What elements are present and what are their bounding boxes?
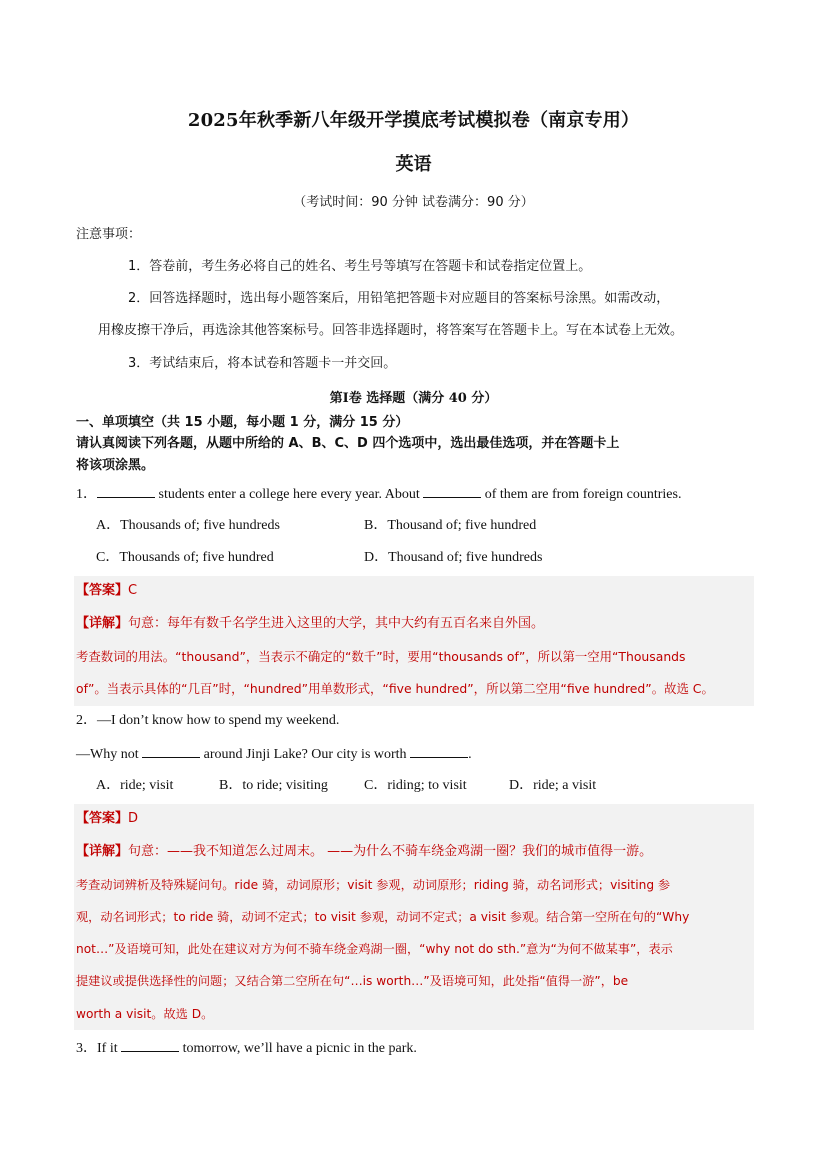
- answer-blank: [121, 1039, 179, 1052]
- question-1-detail-1: [76, 615, 544, 633]
- question-1-detail-2: 考查数词的用法。“thousand”，当表示不确定的“数千”时，要用“thousands of”，所以第一空用“Thousands: [76, 649, 686, 664]
- note-item-2-line-2: 用橡皮擦干净后，再选涂其他答案标号。回答非选择题时，将答案写在答题卡上。写在本试卷上无效。: [98, 323, 684, 338]
- question-1-option-b: B．Thousand of; five hundred: [364, 518, 537, 533]
- stem-text: students enter a college here every year. About: [158, 487, 420, 502]
- detail-label: 【详解】: [76, 844, 129, 859]
- detail-text: 句意：每年有数千名学生进入这里的大学，其中大约有五百名来自外国。: [128, 616, 545, 631]
- note-item-1: 1．答卷前，考生务必将自己的姓名、考生号等填写在答题卡和试卷指定位置上。: [128, 259, 592, 274]
- question-2-option-a: A．ride; visit: [96, 778, 174, 793]
- question-1-detail-3: of”。当表示具体的“几百”时，“hundred”用单数形式，“five hundred”，所以第二空用“five hundred”。故选 C。: [76, 681, 714, 696]
- question-1-option-c: C．Thousands of; five hundred: [96, 550, 274, 565]
- question-2-option-b: B．to ride; visiting: [219, 778, 328, 793]
- exam-title: 2025年秋季新八年级开学摸底考试模拟卷（南京专用）: [187, 110, 640, 131]
- answer-blank: [97, 485, 155, 498]
- stem-text: tomorrow, we’ll have a picnic in the park.: [182, 1041, 417, 1056]
- notes-heading: 注意事项：: [76, 227, 142, 242]
- stem-text: —I don’t know how to spend my weekend.: [97, 713, 340, 728]
- stem-text: around Jinji Lake? Our city is worth: [203, 747, 407, 762]
- question-2-detail-1: [76, 843, 652, 861]
- note-item-2-line-1: 2．回答选择题时，选出每小题答案后，用铅笔把答题卡对应题目的答案标号涂黑。如需改动，: [128, 291, 670, 306]
- stem-text: of them are from foreign countries.: [484, 487, 682, 502]
- answer-blank: [423, 485, 481, 498]
- question-number: 2．: [76, 713, 97, 728]
- answer-blank: [142, 745, 200, 758]
- instruction-line-1: 请认真阅读下列各题，从题中所给的 A、B、C、D 四个选项中，选出最佳选项，并在答题卡上: [76, 436, 620, 451]
- answer-blank: [410, 745, 468, 758]
- detail-text: 句意：——我不知道怎么过周末。 ——为什么不骑车绕金鸡湖一圈？我们的城市值得一游。: [128, 844, 653, 859]
- part-heading: 一、单项填空（共 15 小题，每小题 1 分，满分 15 分）: [76, 415, 409, 430]
- question-1-answer: [76, 582, 137, 600]
- detail-label: 【详解】: [76, 616, 129, 631]
- exam-info: （考试时间：90 分钟 试卷满分：90 分）: [293, 195, 534, 210]
- question-2-line-2: [76, 745, 472, 764]
- stem-text: —Why not: [76, 747, 139, 762]
- answer-label: 【答案】: [76, 811, 129, 826]
- question-2-line-1: [76, 712, 339, 730]
- question-1-stem: [76, 485, 681, 504]
- subject-title: 英语: [395, 154, 432, 175]
- answer-value: D: [128, 811, 139, 826]
- question-2-detail-3: 观，动名词形式；to ride 骑，动词不定式；to visit 参观，动词不定式；a visit 参观。结合第一空所在句的“Why: [76, 910, 690, 924]
- section-title: 第Ⅰ卷 选择题（满分 40 分）: [329, 391, 498, 406]
- question-1-option-d: D．Thousand of; five hundreds: [364, 550, 543, 565]
- question-number: 1．: [76, 487, 97, 502]
- question-number: 3．: [76, 1041, 97, 1056]
- question-2-detail-4: not…”及语境可知，此处在建议对方为何不骑车绕金鸡湖一圈，“why not do sth.”意为“为何不做某事”，表示: [76, 942, 673, 956]
- stem-text: If it: [97, 1041, 118, 1056]
- question-2-detail-2: 考查动词辨析及特殊疑问句。ride 骑，动词原形；visit 参观，动词原形；riding 骑，动名词形式；visiting 参: [76, 878, 671, 892]
- question-2-detail-6: worth a visit。故选 D。: [76, 1007, 214, 1021]
- instruction-line-2: 将该项涂黑。: [76, 458, 155, 473]
- answer-label: 【答案】: [76, 583, 129, 598]
- question-3-stem: [76, 1039, 417, 1058]
- question-2-option-c: C．riding; to visit: [364, 778, 467, 793]
- question-2-option-d: D．ride; a visit: [509, 778, 597, 793]
- question-2-answer: [76, 810, 138, 828]
- stem-text: .: [468, 747, 472, 762]
- question-2-detail-5: 提建议或提供选择性的问题；又结合第二空所在句“…is worth…”及语境可知，此处指“值得一游”，be: [76, 974, 629, 988]
- question-1-option-a: A．Thousands of; five hundreds: [96, 518, 280, 533]
- note-item-3: 3．考试结束后，将本试卷和答题卡一并交回。: [128, 356, 397, 371]
- answer-value: C: [128, 583, 138, 598]
